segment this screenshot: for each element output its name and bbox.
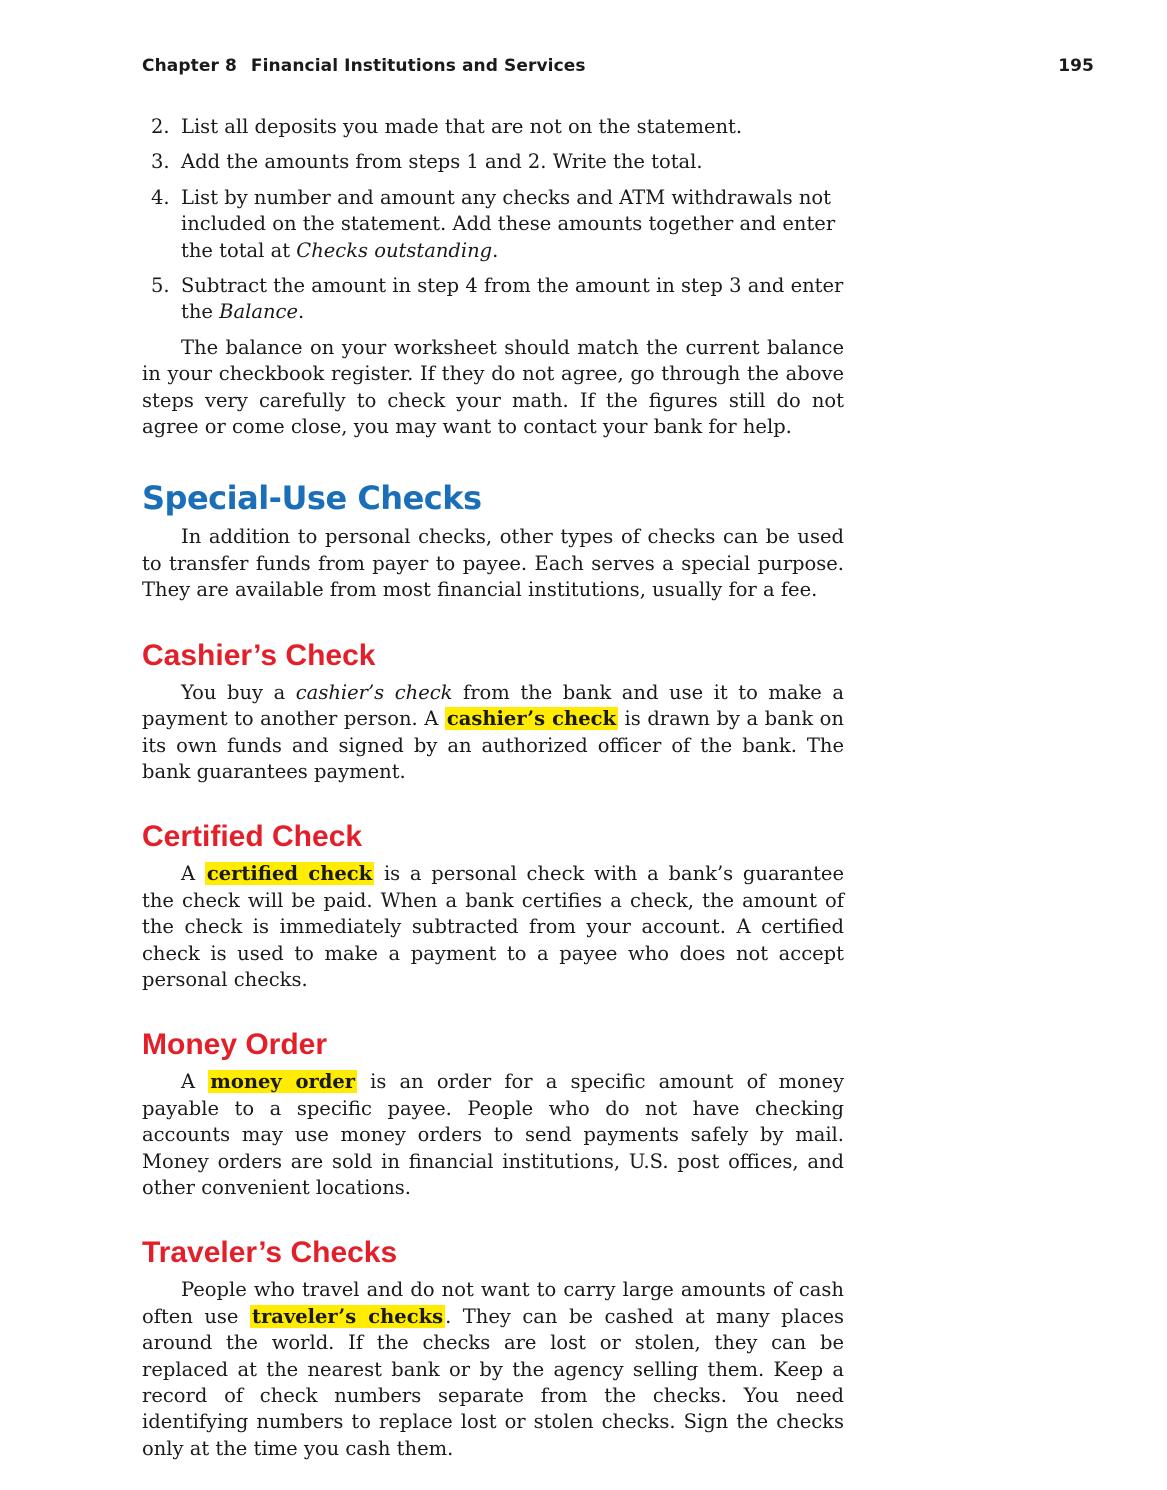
subheading-certified-check: Certified Check: [142, 820, 363, 854]
step-text: Subtract the amount in step 4 from the amount in step 3 and enter the: [181, 274, 844, 324]
text-run: You buy a: [181, 680, 296, 704]
step-text-tail: .: [297, 300, 305, 324]
steps-list: [142, 114, 844, 326]
highlighted-term-money-order: money order: [210, 1070, 356, 1094]
step-italic-term: Checks outstanding: [296, 238, 493, 262]
text-run: is drawn by a bank on its own funds and signed by an authorized officer of the bank. The bank guarantees payment.: [142, 707, 844, 783]
body-text: [142, 114, 844, 1462]
italic-term: cashier’s check: [295, 680, 453, 704]
list-item: [142, 185, 844, 264]
step-text: List all deposits you made that are not on the statement.: [181, 115, 743, 138]
chapter-title: [142, 56, 586, 76]
text-run: from the bank and use it to make a payment to another person. A: [142, 680, 844, 731]
money-order-paragraph: [142, 1069, 844, 1201]
step-italic-term: Balance: [219, 300, 298, 324]
subheading-travelers-checks: Traveler’s Checks: [142, 1236, 398, 1270]
special-use-intro: In addition to personal checks, other types of checks can be used to transfer funds from payer to payee. Each serves a special purpose. They are available from most financial institutions, usually for a fee.: [142, 525, 844, 602]
highlighted-term-certified-check: certified check: [206, 862, 373, 886]
list-item: [142, 149, 844, 175]
list-item: [142, 273, 844, 326]
cashiers-check-paragraph: [142, 680, 844, 786]
subheading-money-order: Money Order: [142, 1028, 328, 1062]
chapter-name: Financial Institutions and Services: [250, 56, 586, 76]
text-run: People who travel and do not want to carry large amounts of cash often use: [142, 1278, 844, 1328]
step-number: 2.: [151, 115, 170, 138]
certified-check-paragraph: [142, 861, 844, 993]
step-number: 4.: [151, 185, 170, 209]
step-text: Add the amounts from steps 1 and 2. Write the total.: [181, 150, 703, 174]
text-run: . They can be cashed at many places around the world. If the checks are lost or stolen, they can be replaced at the nearest bank or by the agency selling them. Keep a record of check numbers separate from the checks. You need identifying numbers to replace lost or stolen checks. Sign the checks only at the time you cash them.: [142, 1304, 844, 1460]
list-item: [142, 114, 844, 140]
step-number: 3.: [151, 150, 170, 174]
step-text-tail: .: [492, 238, 499, 262]
highlighted-term-travelers-checks: traveler’s checks: [251, 1304, 444, 1328]
step-text: List by number and amount any checks and ATM withdrawals not included on the statement. Add these amounts together and enter the total at: [181, 185, 836, 262]
balance-paragraph: The balance on your worksheet should match the current balance in your checkbook register. If they do not agree, go through the above steps very carefully to check your math. If the figures still do not agree or come close, you may want to contact your bank for help.: [142, 335, 844, 439]
travelers-checks-paragraph: [142, 1277, 844, 1462]
step-number: 5.: [151, 274, 170, 298]
text-run: is an order for a specific amount of money payable to a specific payee. People who do not have checking accounts may use money orders to send payments safely by mail. Money orders are sold in financial institutions, U.S. post offices, and other convenient locations.: [142, 1070, 844, 1199]
page-number: 195: [1058, 56, 1094, 76]
subheading-cashiers-check: Cashier’s Check: [142, 638, 376, 672]
text-run: A: [181, 862, 205, 886]
text-run: is a personal check with a bank’s guarantee the check will be paid. When a bank certifies a check, the amount of the check is immediately subtracted from your account. A certified check is used to make a payment to a payee who does not accept personal checks.: [142, 862, 844, 991]
highlighted-term-cashiers-check: cashier’s check: [446, 707, 617, 731]
section-heading-special-use-checks: Special-Use Checks: [142, 479, 482, 518]
chapter-label: Chapter 8: [142, 56, 237, 76]
text-run: A: [181, 1070, 209, 1094]
